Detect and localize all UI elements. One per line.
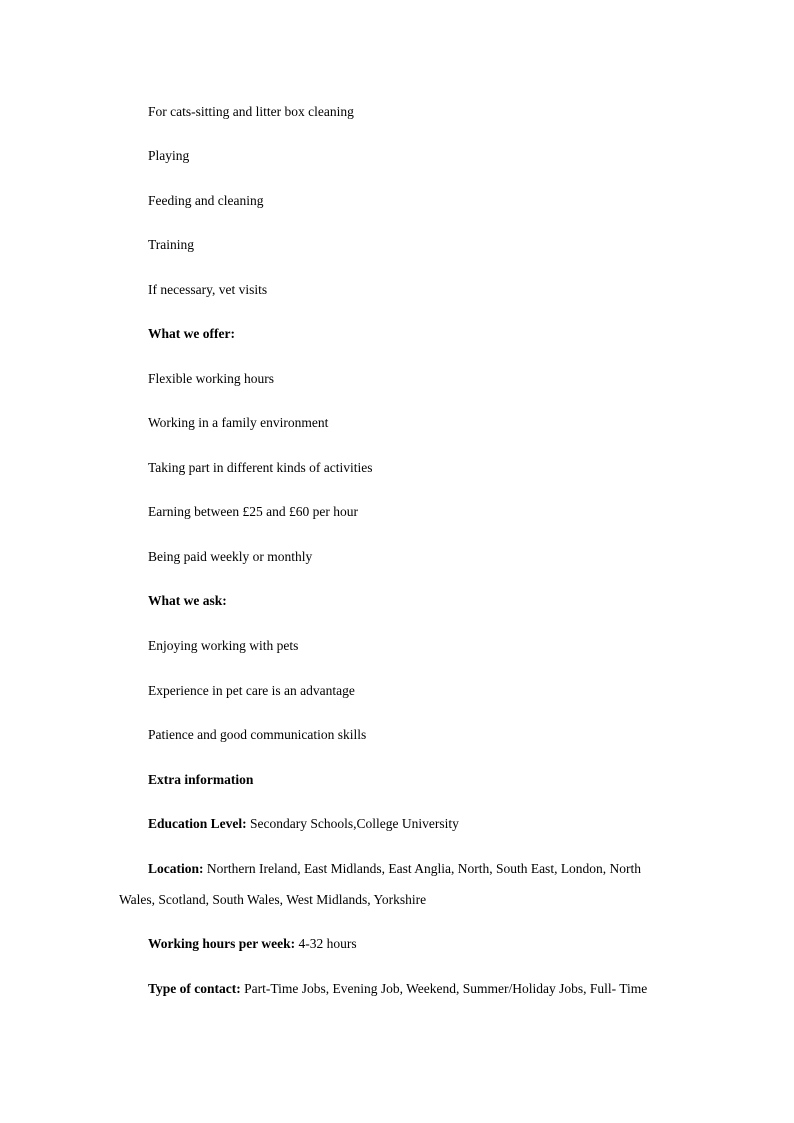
hours-label: Working hours per week: (148, 936, 296, 951)
extra-heading: Extra information (148, 772, 254, 787)
ask-item: Enjoying working with pets (148, 638, 299, 653)
task-item: Training (148, 237, 195, 252)
education-value: Secondary Schools,College University (250, 816, 459, 831)
location-label: Location: (148, 861, 204, 876)
offer-heading: What we offer: (148, 326, 235, 341)
contact-value: Part-Time Jobs, Evening Job, Weekend, Summer/Holiday Jobs, Full- Time (244, 981, 648, 996)
hours-value: 4-32 hours (298, 936, 357, 951)
offer-item: Earning between £25 and £60 per hour (148, 504, 358, 519)
offer-item: Being paid weekly or monthly (148, 549, 313, 564)
offer-item: Working in a family environment (148, 415, 329, 430)
task-item: For cats-sitting and litter box cleaning (148, 104, 354, 119)
ask-item: Patience and good communication skills (148, 727, 367, 742)
task-item: If necessary, vet visits (148, 282, 268, 297)
task-item: Playing (148, 148, 190, 163)
contact-line (148, 981, 647, 997)
location-value: Northern Ireland, East Midlands, East Anglia, North, South East, London, North Wales, Scotland, South Wales, West Midlands, Yorkshire (119, 861, 642, 907)
location-paragraph (119, 853, 679, 915)
contact-label: Type of contact: (148, 981, 241, 996)
ask-item: Experience in pet care is an advantage (148, 683, 355, 698)
education-label: Education Level: (148, 816, 247, 831)
task-item: Feeding and cleaning (148, 193, 264, 208)
education-line (148, 816, 459, 832)
ask-heading: What we ask: (148, 593, 227, 608)
offer-item: Taking part in different kinds of activities (148, 460, 373, 475)
hours-line (148, 936, 357, 952)
offer-item: Flexible working hours (148, 371, 274, 386)
